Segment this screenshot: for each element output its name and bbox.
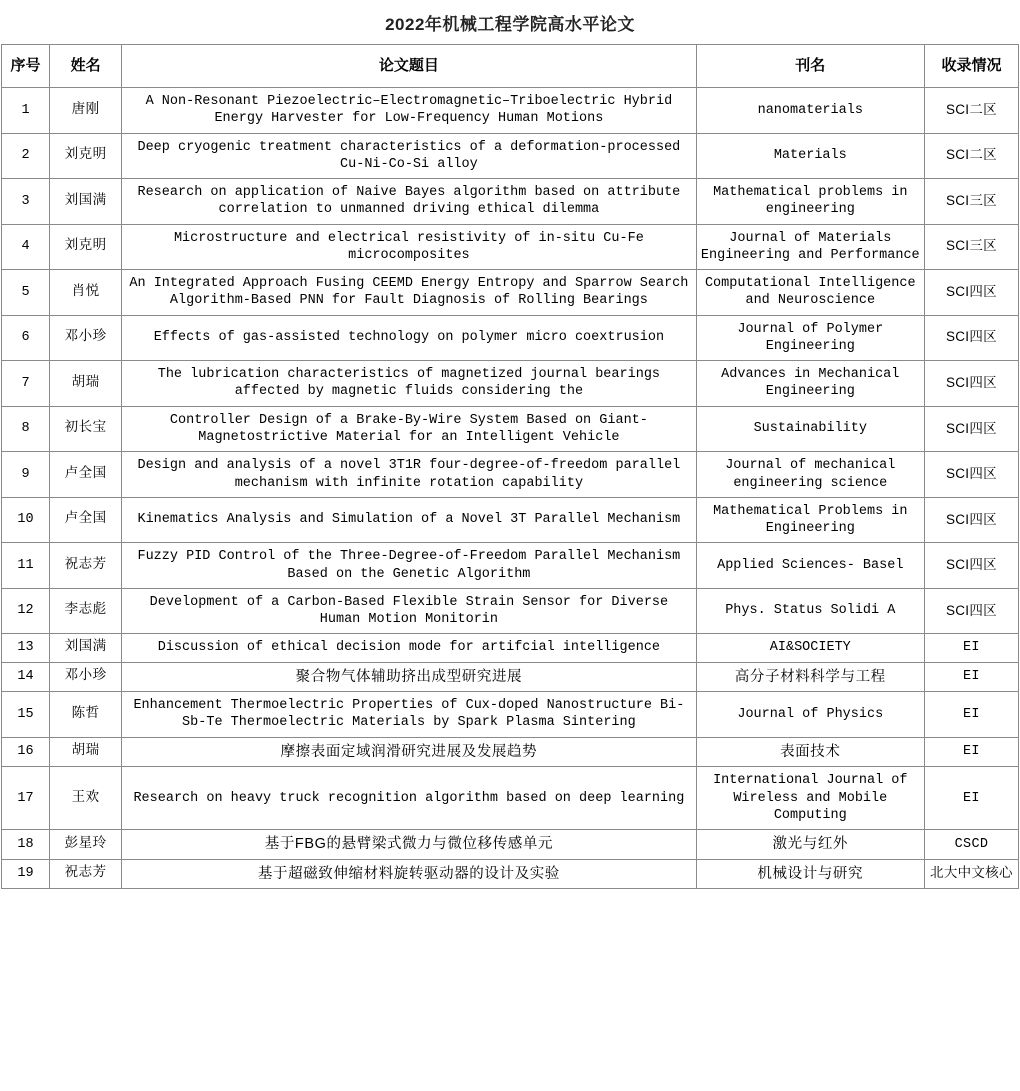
cell-journal-name: 高分子材料科学与工程 [696, 662, 924, 692]
cell-journal-name: Sustainability [696, 406, 924, 452]
table-row [2, 830, 1019, 860]
column-header-index-number: 序号 [2, 45, 50, 88]
cell-paper-title: 基于FBG的悬臂梁式微力与微位移传感单元 [122, 830, 697, 860]
table-row [2, 224, 1019, 270]
cell-author-name: 肖悦 [50, 270, 122, 316]
cell-indexing-status: SCI四区 [924, 270, 1018, 316]
cell-index-number: 7 [2, 361, 50, 407]
cell-author-name: 胡瑞 [50, 737, 122, 767]
cell-author-name: 王欢 [50, 767, 122, 830]
cell-index-number: 16 [2, 737, 50, 767]
cell-journal-name: nanomaterials [696, 88, 924, 134]
cell-paper-title: Effects of gas-assisted technology on polymer micro coextrusion [122, 315, 697, 361]
cell-author-name: 刘克明 [50, 224, 122, 270]
cell-journal-name: International Journal of Wireless and Mobile Computing [696, 767, 924, 830]
cell-indexing-status: 北大中文核心 [924, 859, 1018, 889]
cell-indexing-status: SCI四区 [924, 543, 1018, 589]
cell-index-number: 11 [2, 543, 50, 589]
cell-index-number: 19 [2, 859, 50, 889]
cell-indexing-status: SCI三区 [924, 179, 1018, 225]
cell-index-number: 10 [2, 497, 50, 543]
cell-indexing-status: EI [924, 767, 1018, 830]
cell-author-name: 邓小珍 [50, 662, 122, 692]
cell-index-number: 9 [2, 452, 50, 498]
cell-indexing-status: EI [924, 692, 1018, 738]
cell-indexing-status: EI [924, 737, 1018, 767]
column-header-journal-name: 刊名 [696, 45, 924, 88]
cell-journal-name: Journal of Polymer Engineering [696, 315, 924, 361]
table-row [2, 543, 1019, 589]
cell-index-number: 18 [2, 830, 50, 860]
cell-paper-title: A Non-Resonant Piezoelectric–Electromagnetic–Triboelectric Hybrid Energy Harvester for Low-Frequency Human Motions [122, 88, 697, 134]
table-body [2, 88, 1019, 889]
table-row [2, 452, 1019, 498]
cell-index-number: 4 [2, 224, 50, 270]
cell-author-name: 李志彪 [50, 588, 122, 634]
table-row [2, 361, 1019, 407]
column-header-author-name: 姓名 [50, 45, 122, 88]
table-row [2, 315, 1019, 361]
cell-journal-name: Mathematical Problems in Engineering [696, 497, 924, 543]
cell-author-name: 卢全国 [50, 497, 122, 543]
cell-author-name: 刘国满 [50, 634, 122, 662]
cell-author-name: 刘克明 [50, 133, 122, 179]
table-row [2, 692, 1019, 738]
cell-journal-name: 表面技术 [696, 737, 924, 767]
cell-index-number: 8 [2, 406, 50, 452]
cell-paper-title: Kinematics Analysis and Simulation of a Novel 3T Parallel Mechanism [122, 497, 697, 543]
table-row [2, 133, 1019, 179]
cell-paper-title: Development of a Carbon-Based Flexible Strain Sensor for Diverse Human Motion Monitorin [122, 588, 697, 634]
cell-journal-name: Journal of mechanical engineering science [696, 452, 924, 498]
cell-indexing-status: SCI四区 [924, 497, 1018, 543]
papers-table [1, 44, 1019, 889]
cell-journal-name: 机械设计与研究 [696, 859, 924, 889]
cell-paper-title: Controller Design of a Brake-By-Wire System Based on Giant-Magnetostrictive Material for an Intelligent Vehicle [122, 406, 697, 452]
cell-indexing-status: SCI二区 [924, 133, 1018, 179]
cell-paper-title: Research on heavy truck recognition algorithm based on deep learning [122, 767, 697, 830]
cell-author-name: 祝志芳 [50, 859, 122, 889]
table-header-row [2, 45, 1019, 88]
cell-index-number: 1 [2, 88, 50, 134]
cell-journal-name: 激光与红外 [696, 830, 924, 860]
table-row [2, 179, 1019, 225]
table-row [2, 88, 1019, 134]
cell-journal-name: Materials [696, 133, 924, 179]
cell-journal-name: Phys. Status Solidi A [696, 588, 924, 634]
cell-paper-title: An Integrated Approach Fusing CEEMD Energy Entropy and Sparrow Search Algorithm-Based PNN for Fault Diagnosis of Rolling Bearings [122, 270, 697, 316]
cell-journal-name: Mathematical problems in engineering [696, 179, 924, 225]
cell-paper-title: Enhancement Thermoelectric Properties of Cux-doped Nanostructure Bi-Sb-Te Thermoelectric Materials by Spark Plasma Sintering [122, 692, 697, 738]
cell-index-number: 17 [2, 767, 50, 830]
table-row [2, 588, 1019, 634]
table-row [2, 737, 1019, 767]
cell-index-number: 13 [2, 634, 50, 662]
cell-paper-title: Research on application of Naive Bayes algorithm based on attribute correlation to unmanned driving ethical dilemma [122, 179, 697, 225]
cell-author-name: 祝志芳 [50, 543, 122, 589]
table-row [2, 634, 1019, 662]
cell-author-name: 初长宝 [50, 406, 122, 452]
cell-indexing-status: SCI四区 [924, 588, 1018, 634]
cell-author-name: 邓小珍 [50, 315, 122, 361]
cell-index-number: 3 [2, 179, 50, 225]
table-row [2, 497, 1019, 543]
cell-indexing-status: SCI四区 [924, 361, 1018, 407]
table-row [2, 767, 1019, 830]
cell-indexing-status: SCI四区 [924, 452, 1018, 498]
cell-indexing-status: EI [924, 634, 1018, 662]
cell-author-name: 胡瑞 [50, 361, 122, 407]
cell-author-name: 刘国满 [50, 179, 122, 225]
cell-paper-title: Fuzzy PID Control of the Three-Degree-of-Freedom Parallel Mechanism Based on the Genetic Algorithm [122, 543, 697, 589]
cell-index-number: 2 [2, 133, 50, 179]
cell-author-name: 卢全国 [50, 452, 122, 498]
column-header-indexing-status: 收录情况 [924, 45, 1018, 88]
cell-indexing-status: EI [924, 662, 1018, 692]
cell-author-name: 唐刚 [50, 88, 122, 134]
cell-journal-name: Applied Sciences- Basel [696, 543, 924, 589]
cell-paper-title: 聚合物气体辅助挤出成型研究进展 [122, 662, 697, 692]
cell-paper-title: Deep cryogenic treatment characteristics of a deformation-processed Cu-Ni-Co-Si alloy [122, 133, 697, 179]
cell-journal-name: Advances in Mechanical Engineering [696, 361, 924, 407]
page-title: 2022年机械工程学院高水平论文 [385, 15, 635, 34]
cell-indexing-status: SCI四区 [924, 315, 1018, 361]
table-row [2, 662, 1019, 692]
cell-indexing-status: SCI三区 [924, 224, 1018, 270]
cell-index-number: 6 [2, 315, 50, 361]
cell-indexing-status: CSCD [924, 830, 1018, 860]
table-row [2, 859, 1019, 889]
cell-paper-title: Design and analysis of a novel 3T1R four-degree-of-freedom parallel mechanism with infinite rotation capability [122, 452, 697, 498]
cell-paper-title: 基于超磁致伸缩材料旋转驱动器的设计及实验 [122, 859, 697, 889]
column-header-paper-title: 论文题目 [122, 45, 697, 88]
cell-indexing-status: SCI二区 [924, 88, 1018, 134]
cell-indexing-status: SCI四区 [924, 406, 1018, 452]
cell-author-name: 陈哲 [50, 692, 122, 738]
cell-paper-title: The lubrication characteristics of magnetized journal bearings affected by magnetic fluids considering the [122, 361, 697, 407]
table-row [2, 270, 1019, 316]
cell-index-number: 5 [2, 270, 50, 316]
table-header [2, 45, 1019, 88]
cell-index-number: 12 [2, 588, 50, 634]
cell-journal-name: AI&SOCIETY [696, 634, 924, 662]
cell-paper-title: Microstructure and electrical resistivity of in-situ Cu-Fe microcomposites [122, 224, 697, 270]
cell-journal-name: Journal of Physics [696, 692, 924, 738]
table-row [2, 406, 1019, 452]
cell-index-number: 14 [2, 662, 50, 692]
cell-paper-title: Discussion of ethical decision mode for artifcial intelligence [122, 634, 697, 662]
cell-paper-title: 摩擦表面定域润滑研究进展及发展趋势 [122, 737, 697, 767]
cell-journal-name: Computational Intelligence and Neuroscience [696, 270, 924, 316]
cell-index-number: 15 [2, 692, 50, 738]
cell-journal-name: Journal of Materials Engineering and Performance [696, 224, 924, 270]
cell-author-name: 彭星玲 [50, 830, 122, 860]
